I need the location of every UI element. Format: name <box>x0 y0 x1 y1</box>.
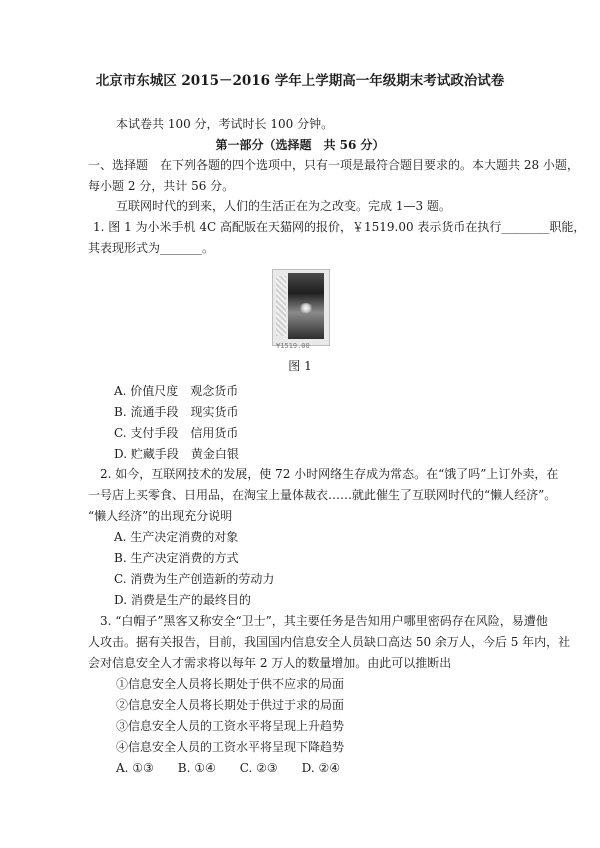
context-text: 互联网时代的到来，人们的生活正在为之改变。完成 1—3 题。 <box>116 199 451 213</box>
question-1-line1: 1. 图 1 为小米手机 4C 高配版在天猫网的报价，￥1519.00 表示货币在执行________职能， <box>93 220 586 234</box>
section-instruction-line2: 每小题 2 分，共计 56 分。 <box>88 179 235 193</box>
q3-statement-1: ①信息安全人员将长期处于供不应求的局面 <box>116 677 345 691</box>
question-3-line2: 人攻击。据有关报告，目前，我国国内信息安全人员缺口高达 50 余万人，今后 5 年内，社 <box>88 635 571 649</box>
question-3-line1: 3. “白帽子”黑客又称安全“卫士”，其主要任务是告知用户哪里密码存在风险，易遭他 <box>100 614 548 628</box>
figure-caption: 图 1 <box>288 359 312 373</box>
q2-option-b: B. 生产决定消费的方式 <box>114 551 239 565</box>
q3-statement-2: ②信息安全人员将长期处于供过于求的局面 <box>116 698 345 712</box>
phone-image <box>272 269 330 346</box>
q2-option-d: D. 消费是生产的最终目的 <box>114 593 251 607</box>
q1-option-d: D. 贮藏手段 黄金白银 <box>114 447 239 461</box>
page-title: 北京市东城区 2015－2016 学年上学期高一年级期末考试政治试卷 <box>95 73 505 89</box>
question-2-line3: “懒人经济”的出现充分说明 <box>88 509 233 523</box>
exam-intro: 本试卷共 100 分，考试时长 100 分钟。 <box>116 117 334 131</box>
q3-statement-3: ③信息安全人员的工资水平将呈现上升趋势 <box>116 719 345 733</box>
phone-side-pattern <box>276 276 286 336</box>
question-1-line2: 其表现形式为_______。 <box>88 241 215 255</box>
q2-option-a: A. 生产决定消费的对象 <box>114 530 239 544</box>
q1-option-c: C. 支付手段 信用货币 <box>114 426 239 440</box>
question-2-line2: 一号店上买零食、日用品，在淘宝上量体裁衣……就此催生了互联网时代的“懒人经济”。 <box>88 488 557 502</box>
section-instruction-line1: 一、选择题 在下列各题的四个选项中，只有一项是最符合题目要求的。本大题共 28 小题， <box>88 158 579 172</box>
part-title: 第一部分（选择题 共 56 分） <box>215 138 385 152</box>
question-2-line1: 2. 如今，互联网技术的发展，使 72 小时网络生存成为常态。在“饿了吗”上订外卖，在 <box>100 467 559 481</box>
question-3-line3: 会对信息安全人才需求将以每年 2 万人的数量增加。由此可以推断出 <box>88 656 452 670</box>
q1-option-b: B. 流通手段 现实货币 <box>114 405 239 419</box>
q2-option-c: C. 消费为生产创造新的劳动力 <box>114 572 275 586</box>
q1-option-a: A. 价值尺度 观念货币 <box>114 384 239 398</box>
screen-glow <box>299 303 313 313</box>
q3-statement-4: ④信息安全人员的工资水平将呈现下降趋势 <box>116 740 345 754</box>
q3-options: A. ①③ B. ①④ C. ②③ D. ②④ <box>116 761 341 775</box>
price-tag: ¥1519.00 <box>276 342 310 350</box>
phone-screen <box>288 273 324 339</box>
